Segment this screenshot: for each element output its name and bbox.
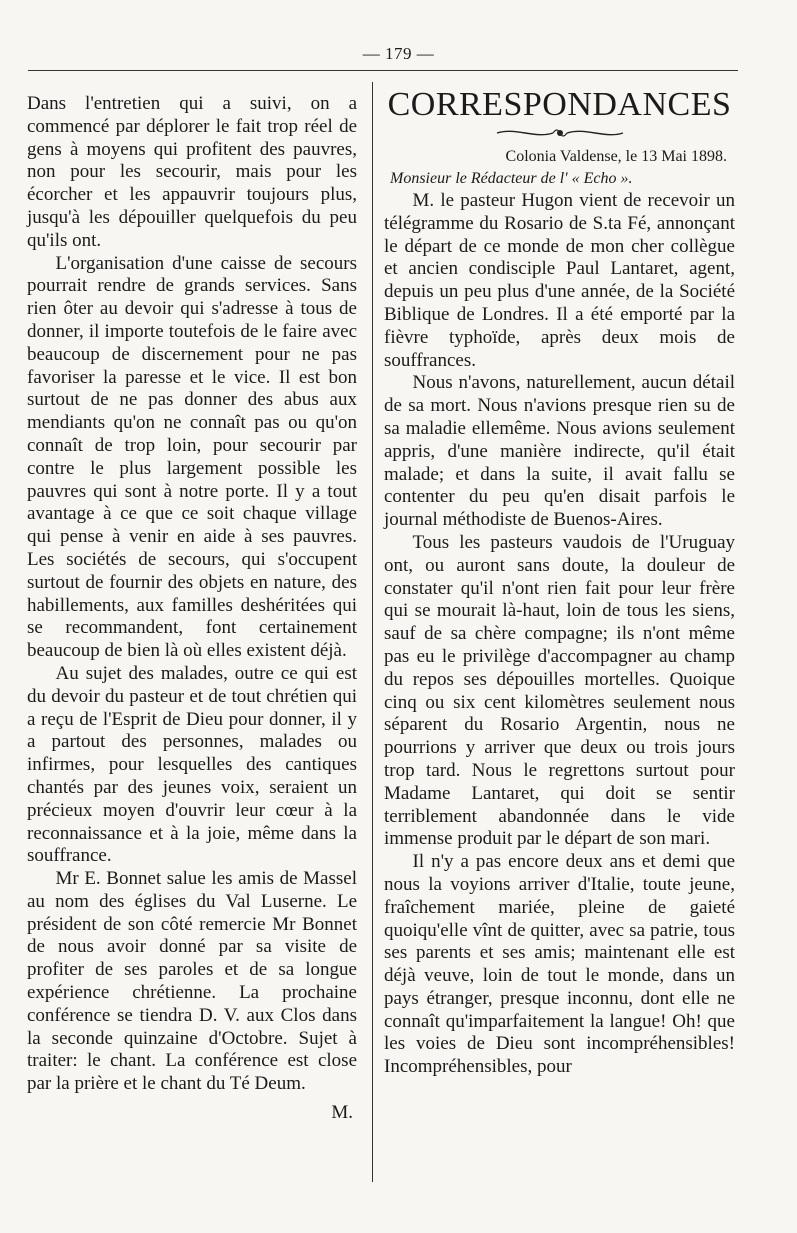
signature: M. [331,1102,353,1124]
right-paragraph-1: M. le pasteur Hugon vient de recevoir un télégramme du Rosario de S.ta Fé, annonçant le départ de ce monde de mon cher collègue et ancien condisciple Paul Lantaret, agent, depuis un peu plus d'une année, de la Société Biblique de Londres. Il a été emporté par la fièvre typhoïde, après deux mois de souffrances. [384,190,735,371]
page-number: — 179 — [362,44,435,63]
right-paragraph-2: Nous n'avons, naturellement, aucun détail de sa mort. Nous n'avions presque rien su de sa maladie ellemême. Nous avions seulement appris, d'une manière indirecte, qu'il était malade; et dans la suite, il avait fallu se contenter du peu qu'en disait parfois le journal méthodiste de Buenos-Aires. [384,372,735,531]
salutation: Monsieur le Rédacteur de l' « Echo ». [390,170,633,187]
left-paragraph-2: L'organisation d'une caisse de secours pourrait rendre de grands services. Sans rien ôter au devoir qui s'adresse à tous de donner, il importe toutefois de le faire avec beaucoup de discernement pour ne pas favoriser la paresse et le vice. Il est bon surtout de ne pas donner des abus aux mendiants qu'on ne connaît pas ou qu'on connaît de trop loin, pour secourir par contre le plus largement possible les pauvres qui sont à notre porte. Il y a tout avantage à ce que ce soit chaque village qui pense à venir en aide à ses pauvres. Les sociétés de secours, qui s'occupent surtout de fournir des objets en nature, des habillements, aux familles deshéritées qui se recommandent, font certainement beaucoup de bien là où elles existent déjà. [27,252,357,662]
right-column [384,86,735,1079]
column-divider [372,82,373,1182]
right-paragraph-3: Tous les pasteurs vaudois de l'Uruguay ont, ou auront sans doute, la douleur de constater qu'il n'ont rien fait pour leur frère qui se mourait là-haut, loin de tous les siens, sauf de sa chère compagne; ils n'ont même pas eu le privilège d'accompagner au champ du repos ses dépouilles mortelles. Quoique cinq ou six cent kilomètres seulement nous séparent du Rosario Argentin, nous ne pourrions y arriver que deux ou trois jours trop tard. Nous le regrettons surtout pour Madame Lantaret, qui doit se sentir terriblement abandonnée dans le vide immense produit par le départ de son mari. [384,531,735,850]
left-column [27,93,357,1125]
header-rule [28,70,738,71]
section-heading: CORRESPONDANCES [387,86,732,123]
ornament-flourish-icon [495,126,625,140]
left-paragraph-1: Dans l'entretien qui a suivi, on a commencé par déplorer le fait trop réel de gens à moyens qui profitent des pauvres, non pour les secourir, mais pour les écorcher et les appauvrir toujours plus, jusqu'à les dépouiller quelquefois du peu qu'ils ont. [27,93,357,251]
right-paragraph-4: Il n'y a pas encore deux ans et demi que nous la voyions arriver d'Italie, toute jeune, fraîchement mariée, pleine de gaieté quoiqu'elle vînt de quitter, avec sa patrie, tous ses parents et ses amis; maintenant elle est déjà veuve, loin de tout le monde, dans un pays étranger, presque inconnu, dont elle ne connaît qu'imparfaitement la langue! Oh! que les voies de Dieu sont incompréhensibles! Incompréhensibles, pour [384,851,735,1078]
left-paragraph-4: Mr E. Bonnet salue les amis de Massel au nom des églises du Val Luserne. Le président de son côté remercie Mr Bonnet de nous avoir donné par sa visite de profiter de ses paroles et de sa longue expérience chrétienne. La prochaine conférence se tiendra D. V. aux Clos dans la seconde quinzaine d'Octobre. Sujet à traiter: le chant. La conférence est close par la prière et le chant du Té Deum. [27,868,357,1095]
dateline: Colonia Valdense, le 13 Mai 1898. [505,148,727,165]
left-paragraph-3: Au sujet des malades, outre ce qui est du devoir du pasteur et de tout chrétien qui a reçu de l'Esprit de Dieu pour donner, il y a partout des personnes, malades ou infirmes, pour lesquelles des cantiques chantés par des jeunes voix, seraient un précieux moyen d'ouvrir leur cœur à la reconnaissance et à la joie, même dans la souffrance. [27,662,357,867]
